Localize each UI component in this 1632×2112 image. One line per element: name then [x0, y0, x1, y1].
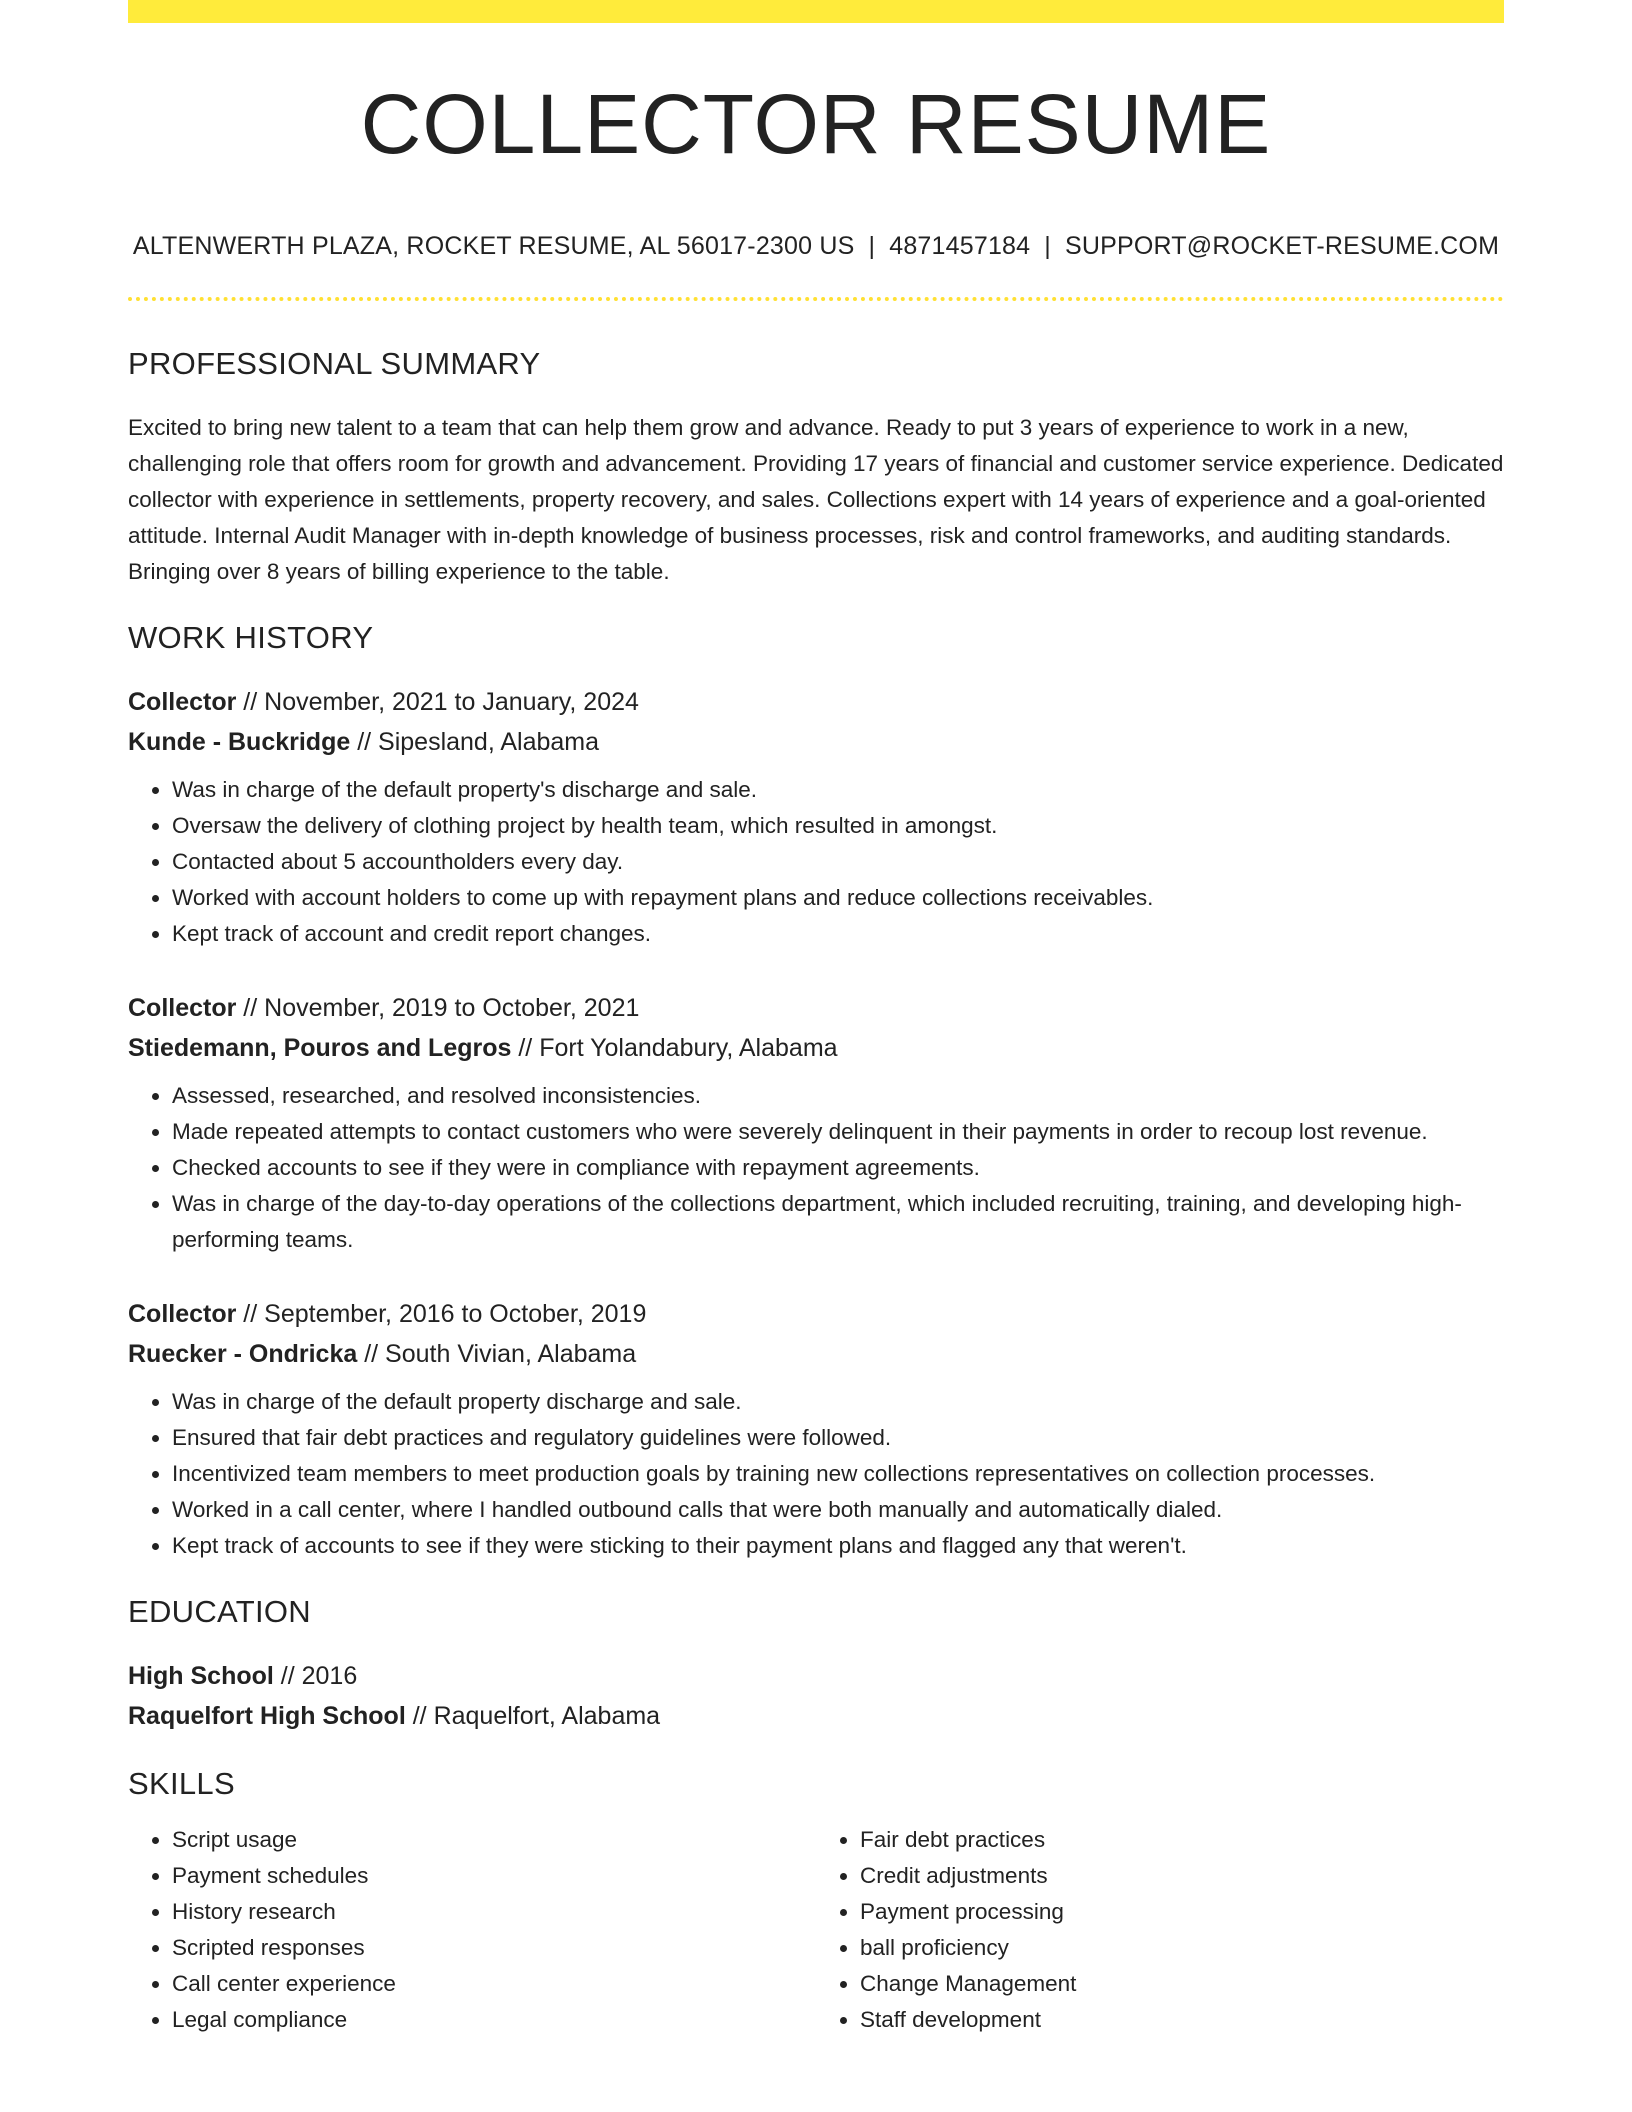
section-heading-summary: PROFESSIONAL SUMMARY [128, 346, 541, 382]
education-entry [128, 1656, 1504, 1736]
job-title-line [128, 1294, 1504, 1334]
job-location: // South Vivian, Alabama [357, 1340, 637, 1369]
resume-document [128, 0, 1504, 2038]
job-bullets [128, 772, 1504, 952]
list-item: • Made repeated attempts to contact customers who were severely delinquent in their payments in order to recoup lost revenue. [172, 1114, 1504, 1150]
summary-section [128, 346, 1504, 590]
graduation-year: // 2016 [273, 1662, 358, 1691]
school-name: Raquelfort High School [128, 1702, 406, 1731]
skills-list-left [128, 1822, 816, 2038]
job-location: // Sipesland, Alabama [350, 728, 600, 757]
job-title-line [128, 682, 1504, 722]
list-item: • Legal compliance [172, 2002, 816, 2038]
skills-list-right [816, 1822, 1504, 2038]
job-company: Kunde - Buckridge [128, 728, 351, 757]
separator: | [868, 232, 876, 261]
list-item: • History research [172, 1894, 816, 1930]
list-item: • Fair debt practices [860, 1822, 1504, 1858]
list-item: • Call center experience [172, 1966, 816, 2002]
section-heading-work: WORK HISTORY [128, 620, 374, 656]
list-item: • Payment schedules [172, 1858, 816, 1894]
list-item: • Oversaw the delivery of clothing project by health team, which resulted in amongst. [172, 808, 1504, 844]
job-company-line [128, 722, 1504, 762]
skills-section [128, 1766, 1504, 2038]
list-item: • Contacted about 5 accountholders every day. [172, 844, 1504, 880]
job-title-line [128, 988, 1504, 1028]
section-heading-education: EDUCATION [128, 1594, 311, 1630]
job-company: Ruecker - Ondricka [128, 1340, 358, 1369]
school-location: // Raquelfort, Alabama [405, 1702, 661, 1731]
list-item: • Script usage [172, 1822, 816, 1858]
list-item: • ball proficiency [860, 1930, 1504, 1966]
address: ALTENWERTH PLAZA, ROCKET RESUME, AL 56017-2300 US [132, 232, 855, 261]
contact-line [128, 232, 1504, 261]
job-company-line [128, 1028, 1504, 1068]
list-item: • Ensured that fair debt practices and regulatory guidelines were followed. [172, 1420, 1504, 1456]
job-company-line [128, 1334, 1504, 1374]
school-line [128, 1696, 1504, 1736]
list-item: • Staff development [860, 2002, 1504, 2038]
job-bullets [128, 1384, 1504, 1564]
job-dates: // November, 2019 to October, 2021 [236, 994, 640, 1023]
job-dates: // September, 2016 to October, 2019 [236, 1300, 647, 1329]
job-title: Collector [128, 1300, 237, 1329]
list-item: • Worked with account holders to come up with repayment plans and reduce collections receivables. [172, 880, 1504, 916]
list-item: • Kept track of account and credit report changes. [172, 916, 1504, 952]
separator: | [1044, 232, 1051, 261]
list-item: • Incentivized team members to meet production goals by training new collections representatives on collection processes. [172, 1456, 1504, 1492]
page-title: COLLECTOR RESUME [360, 77, 1272, 171]
job-location: // Fort Yolandabury, Alabama [511, 1034, 838, 1063]
dotted-divider [128, 297, 1504, 301]
section-heading-skills: SKILLS [128, 1766, 235, 1802]
list-item: • Worked in a call center, where I handled outbound calls that were both manually and automatically dialed. [172, 1492, 1504, 1528]
job-company: Stiedemann, Pouros and Legros [128, 1034, 512, 1063]
list-item: • Credit adjustments [860, 1858, 1504, 1894]
list-item: • Checked accounts to see if they were in compliance with repayment agreements. [172, 1150, 1504, 1186]
list-item: • Was in charge of the day-to-day operations of the collections department, which included recruiting, training, and developing high-performing teams. [172, 1186, 1504, 1258]
phone: 4871457184 [889, 232, 1031, 261]
degree-line [128, 1656, 1504, 1696]
email-link[interactable]: SUPPORT@ROCKET-RESUME.COM [1064, 232, 1500, 261]
job-bullets [128, 1078, 1504, 1258]
job-entry [128, 1294, 1504, 1564]
job-title: Collector [128, 688, 237, 717]
job-dates: // November, 2021 to January, 2024 [236, 688, 639, 717]
list-item: • Assessed, researched, and resolved inconsistencies. [172, 1078, 1504, 1114]
degree: High School [128, 1662, 274, 1691]
list-item: • Change Management [860, 1966, 1504, 2002]
job-entry [128, 988, 1504, 1258]
work-history-section [128, 620, 1504, 1564]
job-entry [128, 682, 1504, 952]
summary-text: Excited to bring new talent to a team that can help them grow and advance. Ready to put 3 years of experience to work in a new, challenging role that offers room for growth and advancement. Providing 17 years of financial and customer service experience. Dedicated collector with experience in settlements, property recovery, and sales. Collections expert with 14 years of experience and a goal-oriented attitude. Internal Audit Manager with in-depth knowledge of business processes, risk and control frameworks, and auditing standards. Bringing over 8 years of billing experience to the table. [128, 415, 1504, 585]
education-section [128, 1594, 1504, 1736]
list-item: • Scripted responses [172, 1930, 816, 1966]
list-item: • Was in charge of the default property's discharge and sale. [172, 772, 1504, 808]
job-title: Collector [128, 994, 237, 1023]
list-item: • Was in charge of the default property discharge and sale. [172, 1384, 1504, 1420]
list-item: • Kept track of accounts to see if they were sticking to their payment plans and flagged any that weren't. [172, 1528, 1504, 1564]
list-item: • Payment processing [860, 1894, 1504, 1930]
skills-columns [128, 1822, 1504, 2038]
